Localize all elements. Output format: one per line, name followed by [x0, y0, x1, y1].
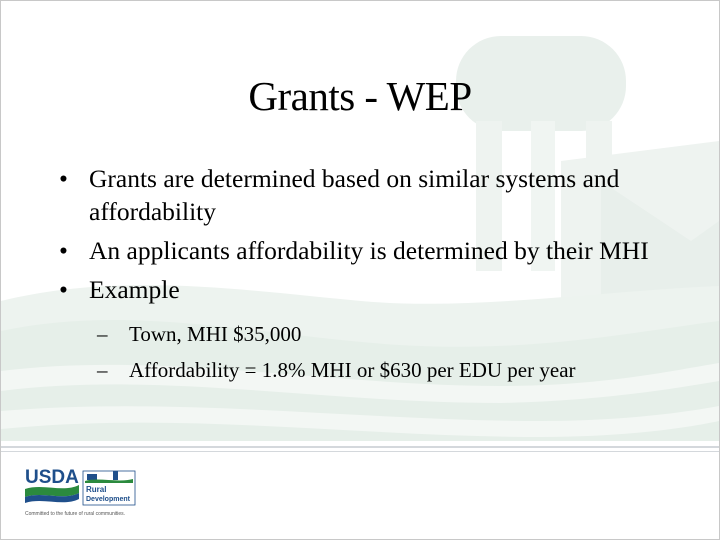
sub-bullet-item [97, 352, 679, 388]
bullet-dot: • [59, 275, 68, 304]
sub-bullet-list [89, 316, 679, 388]
slide-title: Grants - WEP [248, 73, 472, 119]
sub-bullet-text: Affordability = 1.8% MHI or $630 per EDU per year [129, 358, 576, 382]
bullet-item [59, 162, 679, 228]
sub-bullet-item [97, 316, 679, 352]
rd-house-icon [87, 474, 97, 480]
sub-bullet-text: Town, MHI $35,000 [129, 322, 302, 346]
sub-bullet-dash: – [97, 322, 108, 346]
bullet-dot: • [59, 164, 68, 193]
bullet-text: Grants are determined based on similar systems and affordability [89, 164, 620, 226]
footer-divider-top [1, 446, 719, 448]
bullet-list [59, 162, 679, 394]
sub-bullet-dash: – [97, 358, 108, 382]
footer-divider-bottom [1, 451, 719, 452]
bullet-dot: • [59, 236, 68, 265]
footer-tagline: Committed to the future of rural communities. [25, 511, 126, 517]
bullet-text: Example [89, 275, 180, 304]
usda-rural-development-logo [23, 463, 143, 513]
rd-tower-icon [113, 471, 118, 480]
bullet-item [59, 273, 679, 388]
rd-rural-text: Rural [86, 485, 107, 494]
bullet-item [59, 234, 679, 267]
usda-logo-text: USDA [25, 467, 79, 488]
rd-development-text: Development [86, 496, 130, 503]
bullet-text: An applicants affordability is determined by their MHI [89, 236, 649, 265]
